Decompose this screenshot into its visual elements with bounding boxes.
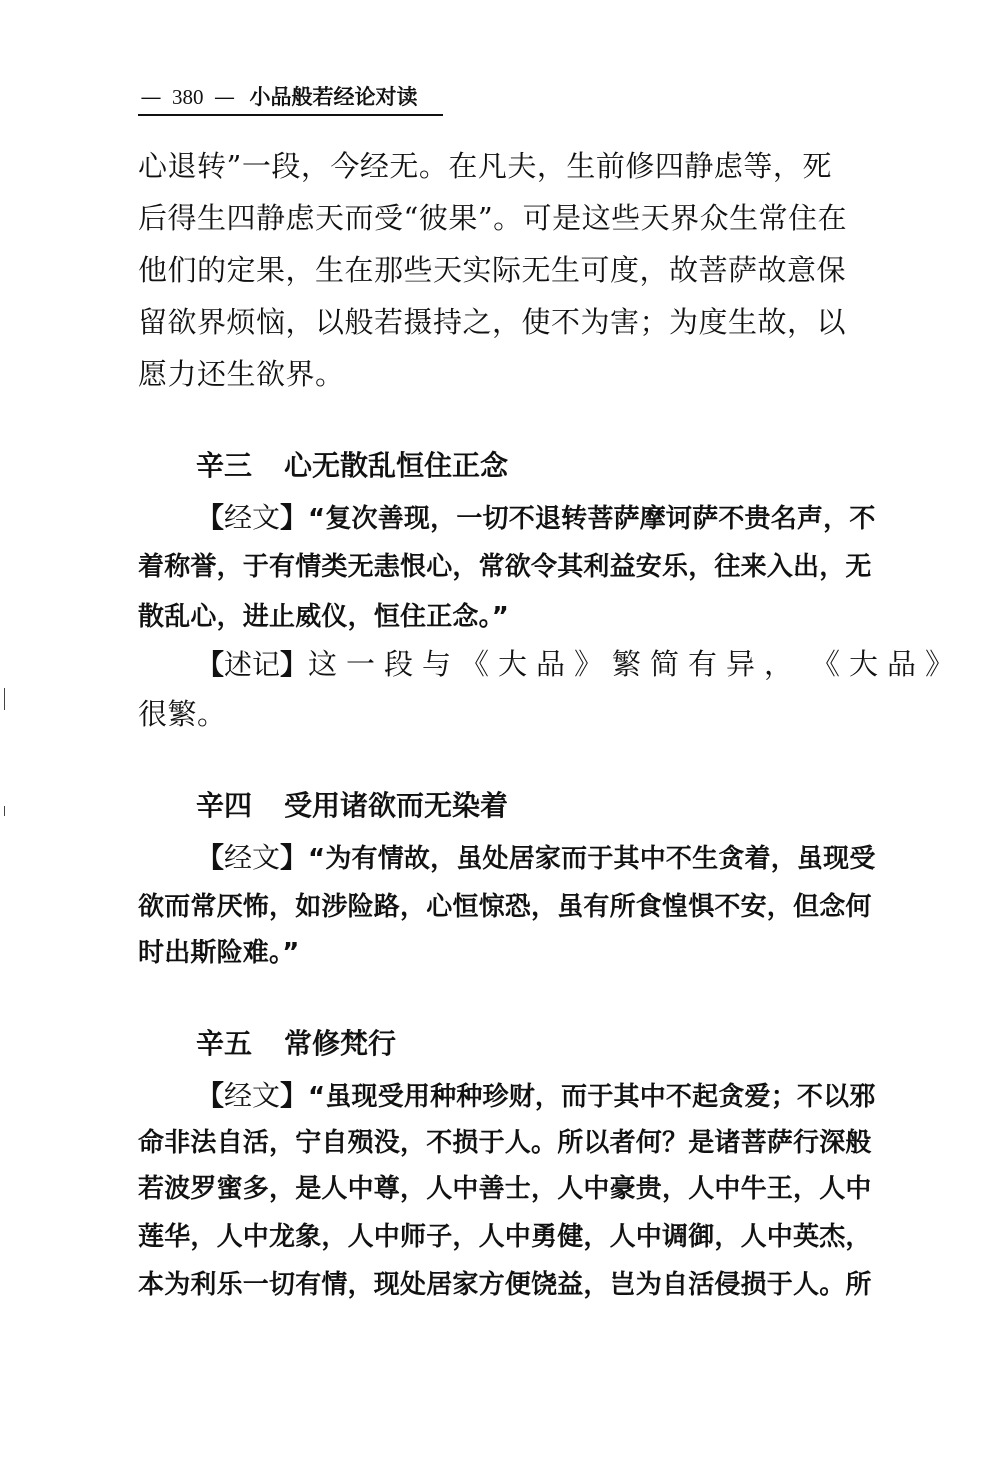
open-bracket: 【	[196, 501, 225, 534]
paragraph-line: 愿力还生欲界。	[138, 357, 345, 391]
paragraph-line: 留欲界烦恼，以般若摄持之，使不为害；为度生故，以	[138, 305, 847, 339]
close-bracket: 】	[280, 841, 309, 874]
scan-margin-mark	[4, 688, 5, 710]
header-rule	[138, 114, 443, 116]
sutra-line: 命非法自活，宁自殒没，不损于人。所以者何？是诸菩萨行深般	[138, 1128, 872, 1158]
sutra-line: 欲而常厌怖，如涉险路，心恒惊恐，虽有所食惶惧不安，但念何	[138, 892, 872, 922]
book-title: 小品般若经论对读	[249, 84, 418, 109]
sutra-line: 散乱心，进止威仪，恒住正念。”	[138, 602, 510, 632]
note-text: 这一段与《大品》繁简有异， 《大品》	[308, 647, 964, 681]
sutra-line: 本为利乐一切有情，现处居家方便饶益，岂为自活侵损于人。所	[138, 1270, 872, 1300]
section-heading-xin4	[196, 789, 509, 822]
note-line	[196, 647, 964, 681]
sutra-text: “为有情故，虽处居家而于其中不生贪着，虽现受	[308, 844, 876, 874]
section-heading-xin5	[196, 1027, 397, 1060]
header-dash-right: —	[214, 85, 235, 109]
page-number: 380	[172, 85, 204, 109]
section-title: 受用诸欲而无染着	[284, 789, 509, 822]
sutra-line: 着称誉，于有情类无恚恨心，常欲令其利益安乐，往来入出，无	[138, 552, 872, 582]
sutra-line: 若波罗蜜多，是人中尊，人中善士，人中豪贵，人中牛王，人中	[138, 1174, 872, 1204]
header-dash-left: —	[140, 85, 162, 109]
note-tag: 述记	[224, 648, 281, 681]
section-title: 常修梵行	[284, 1027, 397, 1060]
section-label: 辛三	[196, 449, 253, 482]
section-title: 心无散乱恒住正念	[284, 449, 509, 482]
open-bracket: 【	[196, 1079, 225, 1112]
open-bracket: 【	[196, 841, 225, 874]
sutra-line: 时出斯险难。”	[138, 938, 300, 968]
sutra-tag: 经文	[224, 841, 281, 874]
close-bracket: 】	[280, 648, 309, 681]
paragraph-line: 他们的定果，生在那些天实际无生可度，故菩萨故意保	[138, 253, 847, 287]
sutra-line	[196, 841, 878, 874]
running-header	[138, 82, 443, 112]
close-bracket: 】	[280, 501, 309, 534]
sutra-text: “复次善现，一切不退转菩萨摩诃萨不贵名声，不	[308, 504, 876, 534]
sutra-text: “虽现受用种种珍财，而于其中不起贪爱；不以邪	[308, 1082, 876, 1112]
sutra-line	[196, 1079, 878, 1112]
paragraph-line: 后得生四静虑天而受“彼果”。可是这些天界众生常住在	[138, 201, 848, 235]
section-label: 辛五	[196, 1027, 253, 1060]
paragraph-line: 心退转”一段，今经无。在凡夫，生前修四静虑等，死	[138, 149, 832, 183]
scan-margin-mark	[4, 806, 5, 816]
section-label: 辛四	[196, 789, 253, 822]
sutra-tag: 经文	[224, 501, 281, 534]
section-heading-xin3	[196, 449, 509, 482]
sutra-line: 莲华，人中龙象，人中师子，人中勇健，人中调御，人中英杰，	[138, 1222, 872, 1252]
sutra-line	[196, 501, 878, 534]
open-bracket: 【	[196, 648, 225, 681]
sutra-tag: 经文	[224, 1079, 281, 1112]
close-bracket: 】	[280, 1079, 309, 1112]
note-line: 很繁。	[138, 697, 227, 731]
